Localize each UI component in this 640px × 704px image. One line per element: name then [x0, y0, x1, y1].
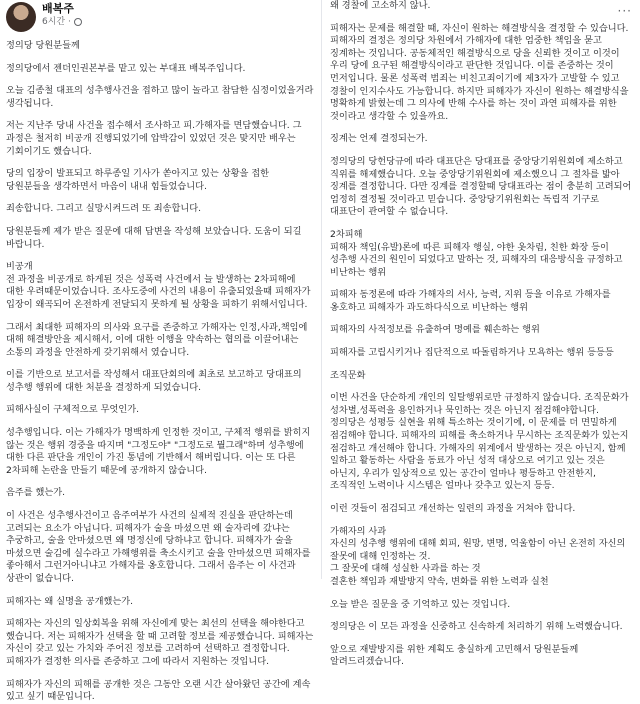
post-paragraph: 피해자는 왜 실명을 공개했는가. [6, 595, 134, 607]
post-meta [42, 2, 82, 28]
post-paragraph: 저는 지난주 당내 사건을 접수해서 조사하고 피.가해자를 면담했습니다. 그 과정은 철저히 비공개 진행되었기에 압박감이 있었던 것은 맞지만 배우는 기회이기도 했습니다. [6, 120, 302, 157]
post-paragraph: 왜 경찰에 고소하지 않나. [330, 0, 431, 11]
avatar[interactable] [6, 2, 36, 32]
post-paragraph: 앞으로 재발방지를 위한 계획도 충실하게 고민해서 당원분들께 알려드리겠습니다. [330, 643, 579, 668]
post-paragraph: 이 사건은 성추행사건이고 음주여부가 사건의 실제적 진실을 판단하는데 고려되는 요소가 아닙니다. 피해자가 술을 마셨으면 왜 술자리에 갔냐는 추궁하고, 술을 안마셨으면 왜 명정신에 당하냐고 합니다. 피해자가 술을 마셨으면 술김에 실수라고 가해행위를 축소시키고 술을 안마셨으면 피해자를 좋아해서 그런거아니냐고 가해자를 옹호합니다. 그래서 음주는 이 사건과 상관이 없습니다. [6, 510, 311, 584]
post-column-right [326, 0, 640, 668]
post-body-right [330, 0, 634, 669]
post-paragraph: 정의당은 이 모든 과정을 신중하고 신속하게 처리하기 위해 노력했습니다. [330, 621, 623, 633]
post-paragraph: 정의당 당원분들께 [6, 40, 80, 51]
post-paragraph: 오늘 김종철 대표의 성추행사건을 접하고 많이 놀라고 참담한 심정이었을거라 생각됩니다. [6, 85, 314, 109]
globe-icon [74, 18, 82, 26]
post-paragraph: 피해자 동정론에 따라 가해자의 서사, 능력, 지위 등을 이유로 가해자를 옹호하고 피해자가 과도하다식으로 비난하는 행위 [330, 289, 611, 313]
post-paragraph: 피해자는 자신의 일상회복을 위해 자신에게 맞는 최선의 선택을 해야한다고 했습니다. 저는 피해자가 선택을 할 때 고려할 정보를 제공했습니다. 피해자는 자신이 갖고 있는 가치와 주어진 정보를 고려하여 선택하고 결정합니다. 피해자가 결정한 의사를 존중하고 그에 따라서 지원하는 것입니다. [6, 618, 314, 667]
post-paragraph: 피해자는 문제를 해결할 때, 자신이 원하는 해결방식을 결정할 수 있습니다. 피해자의 결정은 정의당 차원에서 가해자에 대한 엄중한 책임을 묻고 징계하는 것입니다. 공동체적인 해결방식으로 당을 신뢰한 것이고 이것이 우리 당에 요구된 해결방식이라고 판단한 것입니다. 이를 존중하는 것이 먼저입니다. 물론 성폭력 범죄는 비친고죄이기에 제3자가 고발할 수 있고 경찰이 인지수사도 가능합니다. 하지만 피해자가 자신이 원하는 해결방식을 명확하게 밝혔는데 그 의사에 반해 수사를 하는 것이 과연 피해자를 위한 것이라고 생각할 수 있을까요. [330, 22, 629, 122]
post-paragraph: 당원분들께 제가 받은 질문에 대해 답변을 작성해 보았습니다. 도움이 되길 바랍니다. [6, 225, 302, 250]
more-icon[interactable]: ··· [617, 4, 632, 18]
author-name[interactable]: 배복주 [42, 2, 74, 15]
post-time[interactable]: 6시간 [42, 17, 66, 27]
post-paragraph: 오늘 받은 질문을 중 기억하고 있는 것입니다. [330, 598, 511, 610]
post-paragraph: 이번 사건을 단순하게 개인의 일탈행위로만 규정하지 않습니다. 조직문화가 성차별,성폭력을 용인하거나 묵인하는 것은 아닌지 점검해야합니다. 정의당은 성평등 실현을 위해 특소하는 것이기에, 이 문제를 더 면밀하게 점검해야 합니다. 피해자의 피해를 축소하거나 무시하는 조직문화가 있는지 점검하고 개선해야 합니다. 가해자의 위계에서 발생하는 것은 아닌지, 함께 일하고 활동하는 사람을 동료가 아닌 성적 대상으로 여기고 있는 것은 아닌지, 우리가 일상적으로 있는 공간이 얼마나 평등하고 안전한지, 조직적인 노력이나 시스템은 얼마나 갖추고 있는지 등등. [330, 392, 629, 492]
post-header [6, 0, 316, 40]
post-paragraph: 비공개 전 과정을 비공개로 하게된 것은 성폭력 사건에서 늘 발생하는 2차피해에 대한 우려때문이었습니다. 조사도중에 사건의 내용이 유출되었을때 피해자가 입장이 왜곡되어 온전하게 전달되지 못하게 될 상황을 피하기 위해서입니다. [6, 261, 311, 310]
post-paragraph: 가해자의 사과 자신의 성추행 행위에 대해 회피, 원망, 변명, 억울함이 아닌 온전히 자신의 잘못에 대해 인정하는 것. 그 잘못에 대해 성실한 사과를 하는 것 결혼한 책임과 재발방지 약속, 변화를 위한 노력과 실천 [330, 525, 626, 587]
post-paragraph: 징계는 언제 결정되는가. [330, 133, 428, 145]
post-paragraph: 피해자가 자신의 피해를 공개한 것은 그동안 오랜 시간 살아왔던 공간에 계속 있고 싶기 때문입니다. [6, 678, 311, 703]
post-paragraph: 피해사실이 구체적으로 무엇인가. [6, 404, 140, 416]
post-paragraph: 죄송합니다. 그리고 실망시켜드려 또 죄송합니다. [6, 203, 202, 215]
privacy-dot: · [65, 17, 71, 27]
post-paragraph: 음주를 했는가. [6, 487, 66, 499]
post-paragraph: 피해자의 사적정보를 유출하여 명예를 훼손하는 행위 [330, 324, 540, 336]
post-paragraph: 당의 입장이 발표되고 하루종일 기사가 쏟아지고 있는 상황을 접한 당원분들을 생각하면서 마음이 내내 힘들었습니다. [6, 168, 269, 192]
post-paragraph: 조직문화 [330, 369, 366, 381]
post-paragraph: 정의당의 당헌당규에 따라 대표단은 당대표를 중앙당기위원회에 제소하고 직위를 해제했습니다. 오늘 중앙당기위원회에 제소했으니 그 절차를 밟아 징계를 결정합니다. 다만 징계를 결정할때 당대표라는 점이 충분히 고려되어 엄정히 결정될 것이라고 믿습니다. 중앙당기위원회는 독립적 기구로 대표단이 관여할 수 없습니다. [330, 155, 632, 218]
post-paragraph: 이런 것들이 점검되고 개선하는 일련의 과정을 거쳐야 합니다. [330, 503, 576, 514]
post-paragraph: 성추행입니다. 이는 가해자가 명백하게 인정한 것이고, 구체적 행위를 밝히지 않는 것은 행위 경중을 따지며 "그정도야" "그정도로 뭘그래"하며 성추행에 대한 다른 판단을 개인이 가진 통념에 기반해서 해버립니다. 이는 또 다른 2차피해 논란을 만들기 때문에 공개하지 않습니다. [6, 427, 311, 476]
post-paragraph: 이를 기반으로 보고서를 작성해서 대표단회의에 최초로 보고하고 당대표의 성추행 행위에 대한 처분을 결정하게 되었습니다. [6, 369, 302, 393]
post-time-row [42, 16, 82, 28]
post-body-left [6, 40, 316, 704]
post-paragraph: 피해자를 고립시키거나 집단적으로 따돌림하거나 모욕하는 행위 등등등 [330, 347, 614, 359]
post-paragraph: 그래서 최대한 피해자의 의사와 요구를 존중하고 가해자는 인정,사과,책임에 대해 해결방안을 제시해서, 이에 대한 이행을 약속하는 협의를 이끌어내는 소통의 과정을 안전하게 갖기위해서 였습니다. [6, 321, 308, 358]
post-paragraph: 정의당에서 젠더인권본부를 맡고 있는 부대표 배복주입니다. [6, 62, 246, 74]
post-paragraph: 2차피해 피해자 책임(유발)론에 따른 피해자 행실, 야한 옷차림, 친한 화장 등이 성추행 사건의 원인이 되었다고 말하는 것, 피해자의 대응방식을 규정하고 비난하는 행위 [330, 228, 623, 278]
